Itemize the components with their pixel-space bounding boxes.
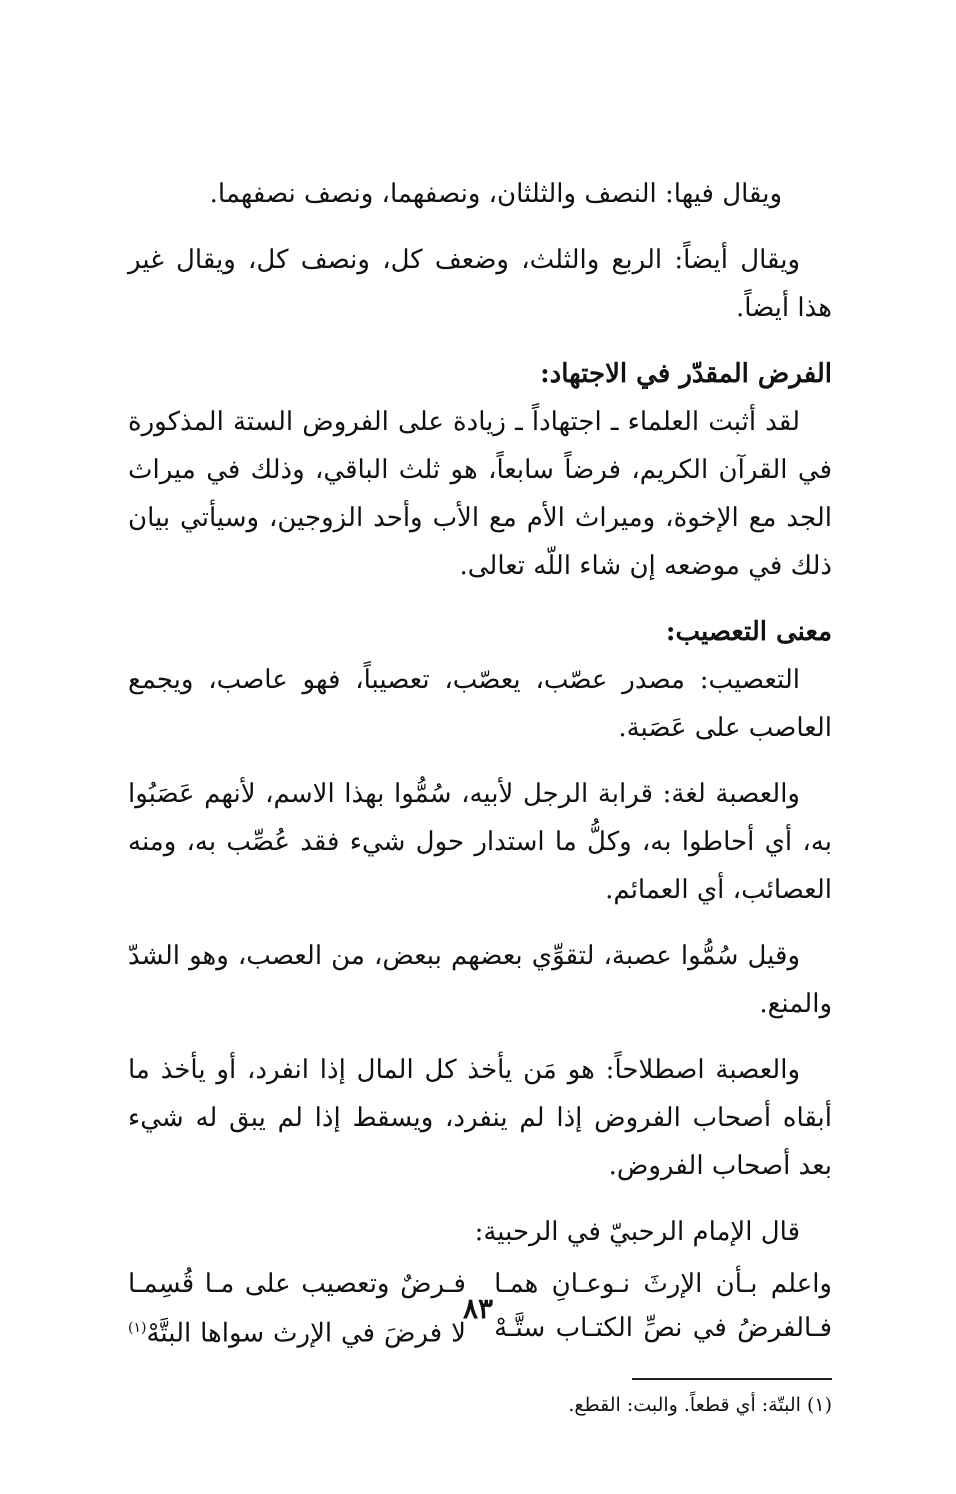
paragraph-asaba-technical: والعصبة اصطلاحاً: هو مَن يأخذ كل المال إذا انفرد، أو يأخذ ما أبقاه أصحاب الفروض إذا لم ينفرد، ويسقط إذا لم يبق له شيء بعد أصحاب الفروض. (128, 1055, 832, 1181)
footnote-marker: (١) (128, 1320, 147, 1336)
heading-ijtihad-share: الفرض المقدّر في الاجتهاد: (540, 359, 832, 389)
verse-first-hemistich: فـالفرضُ في نصِّ الكتـاب ستَّـهْ (494, 1313, 832, 1343)
paragraph-halves: ويقال فيها: النصف والثلثان، ونصفهما، ونصف نصفهما. (209, 179, 782, 209)
verse-first-hemistich: واعلم بـأن الإرثَ نـوعـانِ همـا (494, 1269, 832, 1299)
paragraph-quarters: ويقال أيضاً: الربع والثلث، وضعف كل، ونصف كل، ويقال غير هذا أيضاً. (128, 245, 832, 323)
paragraph-asaba-linguistic: والعصبة لغة: قرابة الرجل لأبيه، سُمُّوا بهذا الاسم، لأنهم عَصَبُوا به، أي أحاطوا به، وكلُّ ما استدار حول شيء فقد عُصِّب به، ومنه العصائب، أي العمائم. (128, 779, 832, 905)
paragraph-taasib-definition: التعصيب: مصدر عصّب، يعصّب، تعصيباً، فهو عاصب، ويجمع العاصب على عَصَبة. (128, 665, 832, 743)
verse-second-text: لا فرضَ في الإرث سواها البتَّهْ (146, 1318, 466, 1349)
paragraph-asaba-naming: وقيل سُمُّوا عصبة، لتقوِّي بعضهم ببعض، من العصب، وهو الشدّ والمنع. (128, 941, 832, 1019)
main-text (128, 170, 832, 1420)
footnote-divider (632, 1378, 832, 1380)
paragraph-seventh-share: لقد أثبت العلماء ـ اجتهاداً ـ زيادة على الفروض الستة المذكورة في القرآن الكريم، فرضاً سابعاً، هو ثلث الباقي، وذلك في ميراث الجد مع الإخوة، وميراث الأم مع الأب وأحد الزوجين، وسيأتي بيان ذلك في موضعه إن شاء اللّه تعالى. (128, 407, 832, 581)
page-number: ٨٣ (462, 1292, 494, 1325)
heading-taasib-meaning: معنى التعصيب: (665, 617, 832, 647)
verse-second-hemistich: فـرضٌ وتعصيب على مـا قُسِمـا (128, 1269, 466, 1299)
paragraph-rahbi-intro: قال الإمام الرحبيّ في الرحبية: (474, 1217, 800, 1247)
footnote: (١) البتّة: أي قطعاً. والبت: القطع. (568, 1393, 832, 1416)
